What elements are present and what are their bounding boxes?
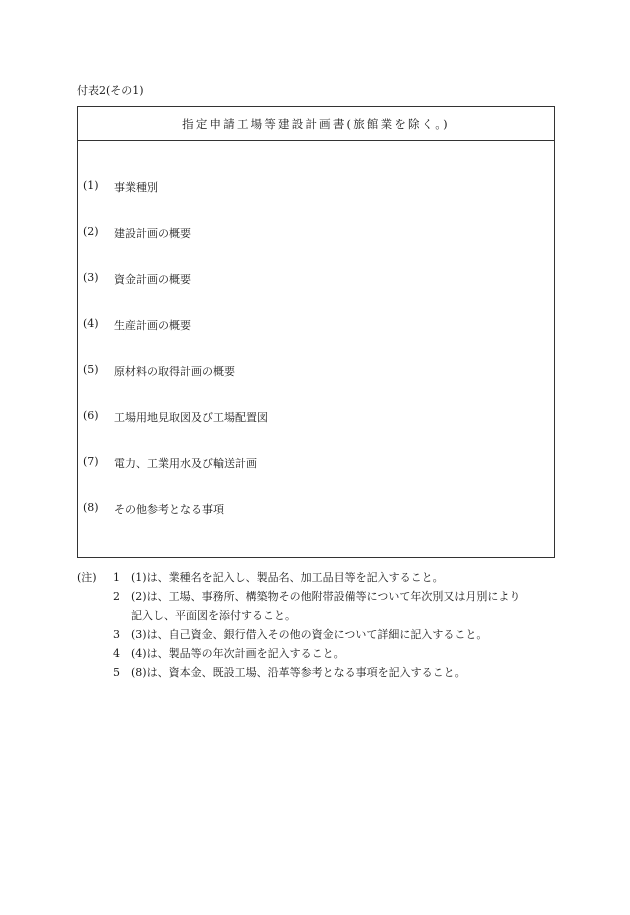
note-line: [77, 625, 561, 644]
item-number: (2): [83, 225, 99, 238]
note-text: (4)は、製品等の年次計画を記入すること。: [131, 647, 345, 660]
form-title: 指定申請工場等建設計画書(旅館業を除く。): [78, 107, 554, 141]
item-number: (6): [83, 409, 99, 422]
note-text: (1)は、業種名を記入し、製品名、加工品目等を記入すること。: [131, 571, 444, 584]
item-number: (4): [83, 317, 99, 330]
note-number: 5: [113, 666, 120, 679]
document-label: 付表2(その1): [77, 84, 144, 97]
note-continuation: 記入し、平面図を添付すること。: [131, 609, 296, 622]
note-text: (3)は、自己資金、銀行借入その他の資金について詳細に記入すること。: [131, 628, 488, 641]
form-item: [83, 501, 224, 517]
note-number: 2: [113, 590, 120, 603]
item-label: その他参考となる事項: [114, 503, 224, 516]
form-item: [83, 363, 235, 379]
note-text: (8)は、資本金、既設工場、沿革等参考となる事項を記入すること。: [131, 666, 466, 679]
form-item: [83, 317, 191, 333]
form-box: [77, 106, 555, 558]
note-line: [77, 568, 561, 587]
note-text: (2)は、工場、事務所、構築物その他附帯設備等について年次別又は月別により: [131, 590, 521, 603]
item-label: 原材料の取得計画の概要: [114, 365, 235, 378]
item-label: 電力、工業用水及び輸送計画: [114, 457, 257, 470]
item-label: 工場用地見取図及び工場配置図: [114, 411, 268, 424]
form-item: [83, 271, 191, 287]
note-line: [77, 663, 561, 682]
note-number: 4: [113, 647, 120, 660]
notes-heading: (注): [77, 571, 97, 584]
item-number: (7): [83, 455, 99, 468]
form-item: [83, 225, 191, 241]
form-item: [83, 179, 158, 195]
form-item: [83, 455, 257, 471]
item-number: (1): [83, 179, 99, 192]
notes-section: [77, 568, 561, 682]
note-number: 1: [113, 571, 120, 584]
item-number: (3): [83, 271, 99, 284]
item-number: (5): [83, 363, 99, 376]
item-label: 建設計画の概要: [114, 227, 191, 240]
item-number: (8): [83, 501, 99, 514]
note-line: [77, 644, 561, 663]
note-number: 3: [113, 628, 120, 641]
item-label: 生産計画の概要: [114, 319, 191, 332]
item-label: 資金計画の概要: [114, 273, 191, 286]
item-label: 事業種別: [114, 181, 158, 194]
note-line: [77, 587, 561, 606]
form-item: [83, 409, 268, 425]
